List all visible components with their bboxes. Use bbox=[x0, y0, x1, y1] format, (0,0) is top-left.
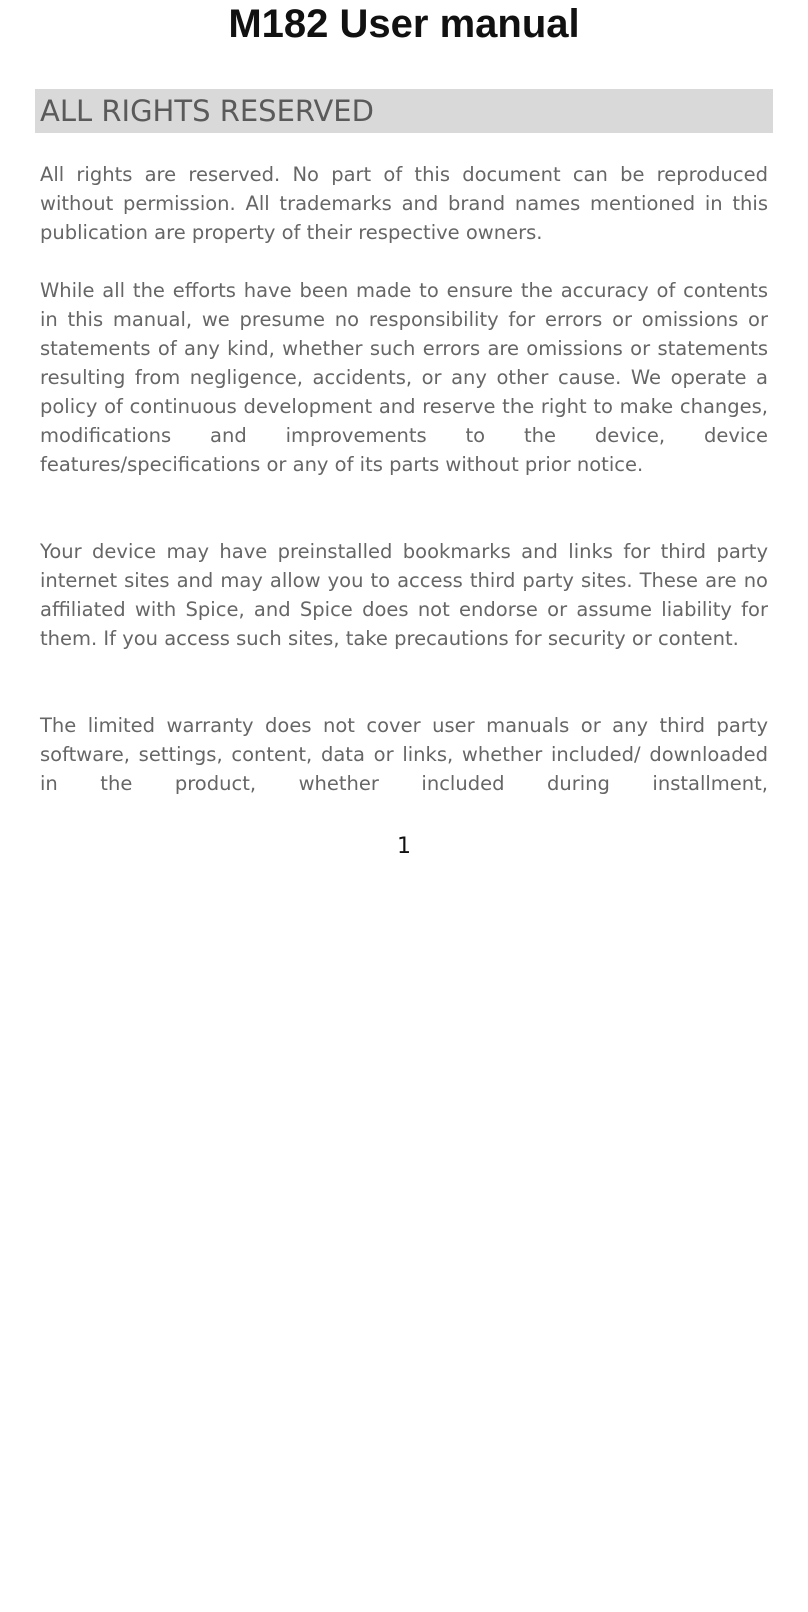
section-heading: ALL RIGHTS RESERVED bbox=[40, 94, 374, 128]
page-number: 1 bbox=[397, 834, 411, 859]
paragraph-rights: All rights are reserved. No part of this document can be reproduced without permission. All trademarks and brand names mentioned in this publication are property of their respective owners. bbox=[40, 163, 768, 244]
page-title: M182 User manual bbox=[228, 2, 580, 46]
paragraph-limited-warranty: The limited warranty does not cover user manuals or any third party software, settings, content, data or links, whether included/ downloaded in the product, whether included during installment, bbox=[40, 714, 768, 795]
section-heading-band bbox=[35, 89, 773, 133]
paragraph-third-party-sites: Your device may have preinstalled bookmarks and links for third party internet sites and may allow you to access third party sites. These are no affiliated with Spice, and Spice does not endorse or assume liability for them. If you access such sites, take precautions for security or content. bbox=[40, 540, 768, 650]
paragraph-accuracy: While all the efforts have been made to ensure the accuracy of contents in this manual, we presume no responsibility for errors or omissions or statements of any kind, whether such errors are omissions or statements resulting from negligence, accidents, or any other cause. We operate a policy of continuous development and reserve the right to make changes, modifications and improvements to the device, device features/specifications or any of its parts without prior notice. bbox=[40, 279, 768, 476]
